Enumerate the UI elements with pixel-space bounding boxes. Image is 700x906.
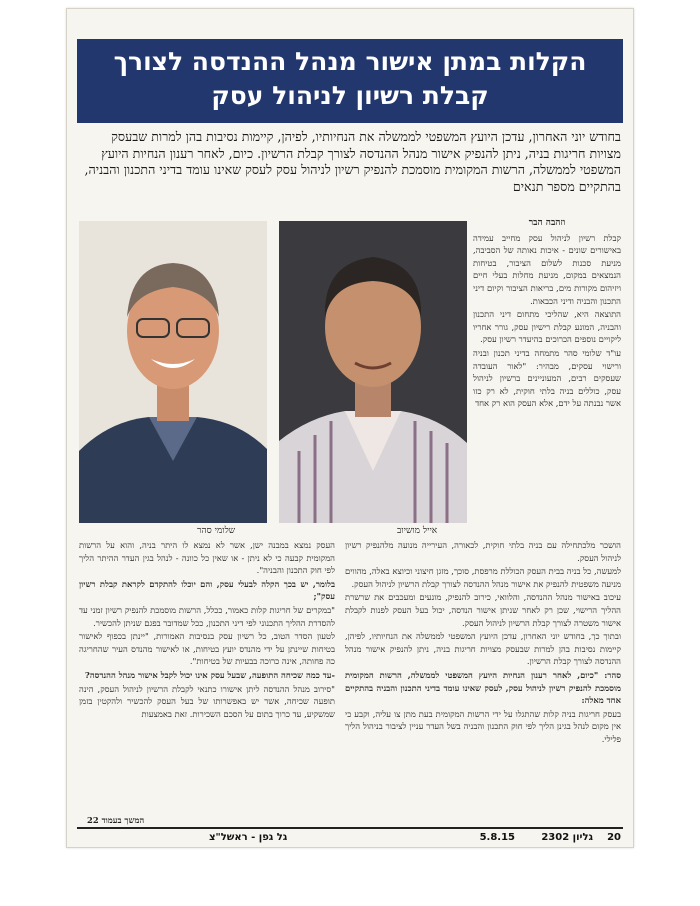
paragraph: בלומר, יש בכך הקלה לבעלי עסק, והם יוכלו להתקדם לקראת קבלת רשיון עסק"; bbox=[79, 578, 335, 602]
paragraph: הושכר מלכתחילה עם בניה בלתי חוקית, לכאורה, העירייה מנועה מלהנפיק רשיון לניהול העסק. bbox=[345, 540, 621, 563]
page-footer bbox=[77, 827, 623, 847]
paragraph: למעשה, כל בניה בבית העסק הכוללת מרפסת, סוכך, מזגן חיצוני וכיוצא באלה, מהווים מניעה משפטית להנפיק את אישור מנהל ההנדסה לצורך קבלת הרשיון לניהול העסק. bbox=[345, 566, 621, 589]
continued-note: המשך בעמוד 22 bbox=[87, 815, 145, 825]
paragraph: בעסק חריגות בניה קלות שהתגלו על ידי הרשות המקומית בעת מתן צו עליה, וקבע כי אין מקום לנהל בגינן הליך לפי חוק התכנון והבניה בשל העדר עניין לציבור בניהול הליך פלילי. bbox=[345, 708, 621, 744]
right-column bbox=[473, 217, 621, 411]
paragraph: סהר: "כיום, לאחר רענון הנחיות היועץ המשפטי לממשלה, הרשות המקומית מוסמכת להנפיק רשיון לניהול עסק, לעסק שאינו עומד בדיני התכנון והבניה בהתקיים אחד מאלה: bbox=[345, 669, 621, 706]
paragraph: ובתוך כך, בחודש יוני האחרון, עדכן היועץ המשפטי לממשלה את הנחיותיו, לפיהן, קיימות נסיבות בהן למרות שבעסק מצויות חריגות בניה, ניתן להנפיק אישור מנהל ההנדסה לצורך קבלת הרשיון. bbox=[345, 631, 621, 667]
lead-paragraph: בחודש יוני האחרון, עדכן היועץ המשפטי לממשלה את הנחיותיו, לפיהן, קיימות נסיבות בהן למרות שבעסק מצויות חריגות בניה, ניתן להנפיק אישור מנהל ההנדסה לצורך קבלת הרשיון. כיום, לאחר רענון הנחיות היועץ המשפטי לממשלה, הרשות המקומית מוסמכת להנפיק רשיון לניהול עסק לעסק שאינו עומד בדיני התכנון והבניה, בהתקיים מספר תנאים bbox=[84, 129, 621, 194]
byline-subhead: וזהבה הבר bbox=[528, 218, 566, 228]
article-headline bbox=[77, 39, 623, 123]
caption-eyal-moshiov: אייל מושיוב bbox=[397, 526, 438, 536]
paragraph: עו"ד שלומי סהר מתמחה בדיני תכנון ובניה ורישוי עסקים, מבהיר: "לאור העובדה שעסקים רבים, המעוניינים ברשיון לניהול עסק, כוללים בניה בלתי חוקית, לא רק כזו אשר נבנתה על ידם, אלא העסק הוא רק אחד bbox=[473, 347, 621, 409]
page-number: 20 bbox=[607, 832, 621, 843]
lower-left-column bbox=[79, 539, 335, 721]
publication-name: גל גפן - ראשל"צ bbox=[209, 832, 288, 843]
newspaper-page bbox=[66, 8, 634, 848]
paragraph: "במקרים של חריגות קלות כאמור, ככלל, הרשות מוסמכת להנפיק רשיון זמני עד להסדרת ההליך התכנוני לפי דיני התכנון, ככל שמדובר בפגם שניתן להכשיר. bbox=[79, 604, 335, 628]
paragraph: התוצאה היא, שהליכי מתחום דיני התכנון והבניה, המונע קבלת רישיון עסק, גורר אחריו ליקויים נוספים הכרוכים בהיעדר רשיון עסק. bbox=[473, 309, 621, 345]
caption-shlomi-sahar: שלומי סהר bbox=[197, 526, 236, 536]
issue-number: גליון 2302 bbox=[541, 832, 593, 843]
headline-line-1: הקלות במתן אישור מנהל ההנדסה לצורך bbox=[113, 47, 587, 76]
photo-shlomi-sahar bbox=[79, 221, 267, 523]
photo-eyal-moshiov bbox=[279, 221, 467, 523]
headline-line-2: קבלת רשיון לניהול עסק bbox=[211, 81, 489, 110]
paragraph: "סירוב מנהל ההנדסה ליתן אישורו כתנאי לקבלת הרשיון לניהול העסק, הינה תופעה שכיחה, אשר יש באפשרותו של בעל העסק להכשיר ולהקטין בזמן שמשקיע, עד כרוך בתום על הסכם השכירות. זאת באמצעות bbox=[79, 683, 335, 719]
paragraph: העסק נמצא במבנה ישן, אשר לא נמצא לו היתר בניה, והוא על הרשות המקומית קבעה כי לא ניתן - או שאין כל כוונה - לנהל בגין העדר ההיתר הליך לפי חוק התכנון והבניה". bbox=[79, 540, 335, 576]
issue-date: 5.8.15 bbox=[479, 832, 515, 843]
paragraph: לטעון הסדר הטוב, כל רשיון עסק בנסיבות האמורות, "יינתן בכפוף לאישור בטיחות שיינתן על ידי מהנדס יועץ בטיחות, או לאישור מהנדס העיר שהחריגה כה פחותה, אינה כרוכה בבעיות של בטיחות". bbox=[79, 631, 335, 667]
paragraph: עיכוב באישור מנהל ההנדסה, והלוואי, כירוב להנפיק, מונעים ומעכבים את שרשרת ההליך הרישוי, שכן רק לאחר שניתן אישור הנדסה, יכול בעל העסק לפנות לקבלת אישור משטרה לצורך קבלת הרשיון לניהול העסק. bbox=[345, 592, 621, 628]
question-paragraph: -עד כמה שכיחה התופעה, שבעל עסק אינו יכול לקבל אישור מנהל ההנדסה? bbox=[84, 669, 335, 680]
paragraph: קבלת רשיון לניהול עסק מחייב עמידה באישורים שונים - איכות נאותה של הסביבה, מניעת סכנות לשלום הציבור, בטיחות הנמצאים במקום, מניעת מחלות בעלי חיים ויזיהום מקורות מים, בריאות הציבור וקיום דיני התכנון והבניה ודיני הכבאות. bbox=[473, 232, 621, 306]
lower-right-column bbox=[345, 539, 621, 747]
